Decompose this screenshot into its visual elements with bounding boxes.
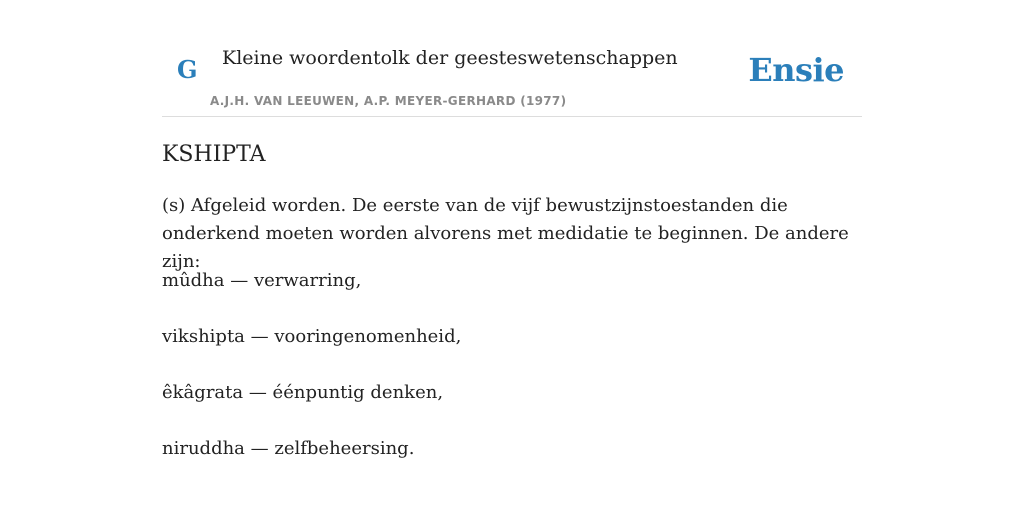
entry-title: KSHIPTA — [162, 142, 266, 167]
list-item: niruddha — zelfbeheersing. — [162, 438, 415, 459]
entry-definition: (s) Afgeleid worden. De eerste van de vijf bewustzijnstoestanden die onderkend moeten worden alvorens met medidatie te beginnen. De andere zijn: — [162, 195, 849, 272]
book-logo[interactable]: G — [177, 55, 198, 84]
list-item: vikshipta — vooringenomenheid, — [162, 326, 462, 347]
book-authors: A.J.H. VAN LEEUWEN, A.P. MEYER-GERHARD (1977) — [210, 94, 567, 108]
entry-list — [162, 267, 862, 491]
list-item: mûdha — verwarring, — [162, 270, 362, 291]
book-header — [162, 40, 862, 117]
book-title-link[interactable]: Kleine woordentolk der geesteswetenschappen — [222, 47, 678, 69]
ensie-logo-link[interactable]: Ensie — [748, 51, 844, 89]
list-item: êkâgrata — éénpuntig denken, — [162, 382, 444, 403]
